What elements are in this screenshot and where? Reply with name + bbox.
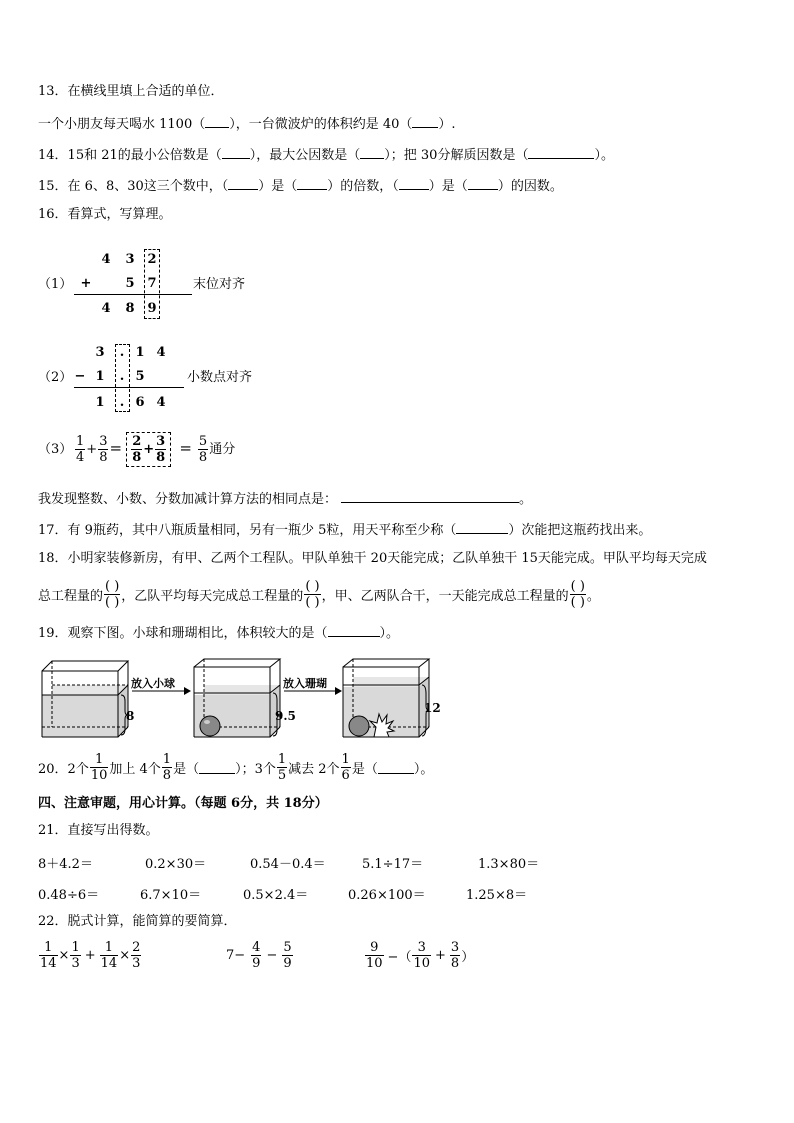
q16-p1-plus: + — [80, 276, 92, 291]
fraction: $\frac{1}{3}$ — [71, 940, 80, 971]
q16-p2-minus: − — [74, 369, 86, 384]
q22-expr-3 — [364, 940, 474, 971]
fraction: $\frac{1}{10}$ — [90, 752, 108, 783]
q20-blank-1[interactable] — [199, 761, 235, 774]
fraction: $\frac{5}{9}$ — [283, 940, 292, 971]
fraction: $\frac{3}{10}$ — [413, 940, 430, 971]
height-label-2: 9.5 — [275, 709, 296, 723]
fraction: $\frac{2}{8}$ — [132, 434, 142, 465]
q22-title: 22．脱式计算，能简算的要简算． — [38, 914, 237, 929]
fraction: $\frac{3}{8}$ — [450, 940, 460, 971]
q16-p2-digit: 3 — [95, 345, 105, 360]
q14-blank-3[interactable] — [528, 146, 594, 159]
q22-expr-2-lead: 7− — [226, 948, 246, 963]
q16-p2-digit: 6 — [135, 395, 145, 410]
q19-text: 19．观察下图。小球和珊瑚相比，体积较大的是（ — [38, 626, 328, 641]
fraction: $\frac{1}{5}$ — [277, 752, 287, 783]
q20-text-e: 减去 2个 — [288, 762, 340, 777]
q16-p1-dashed-box — [144, 249, 160, 319]
plus-sign: + — [86, 442, 98, 457]
q18-text-d: 。 — [586, 589, 600, 604]
q21-item: 0.26×100＝ — [348, 888, 426, 903]
q14-text-a: 14．15和 21的最小公倍数是（ — [38, 148, 222, 163]
fraction: $\frac{3}{8}$ — [99, 434, 108, 465]
fraction: $\frac{1}{8}$ — [162, 752, 172, 783]
q21-item: 1.25×8＝ — [466, 888, 528, 903]
fraction: $\frac{5}{8}$ — [198, 434, 208, 465]
times-sign: × — [119, 948, 131, 963]
fraction: $\frac{1}{6}$ — [341, 752, 350, 783]
times-sign: × — [58, 948, 70, 963]
q16-p2-digit: 5 — [135, 369, 145, 384]
q17-blank[interactable] — [456, 521, 508, 534]
q16-p1-digit: 9 — [147, 301, 157, 316]
container-1 — [42, 661, 128, 737]
q18-text-c: ，甲、乙两队合干，一天能完成总工程量的 — [321, 589, 569, 604]
q15-blank-4[interactable] — [468, 177, 498, 190]
q14-text-b: ），最大公因数是（ — [249, 148, 361, 163]
q16-p1-digit: 3 — [125, 252, 135, 267]
q16-summary-blank[interactable] — [341, 490, 519, 503]
q21-item: 5.1÷17＝ — [362, 857, 424, 872]
q16-p2-note: 小数点对齐 — [187, 370, 253, 385]
q13-title: 13．在横线里填上合适的单位． — [38, 84, 224, 99]
q14-blank-1[interactable] — [222, 146, 250, 159]
q16-p3-label: （3） — [38, 442, 73, 457]
q21-item: 0.5×2.4＝ — [243, 888, 309, 903]
q16-p2-label: （2） — [38, 370, 73, 385]
q18-text-b: ，乙队平均每天完成总工程量的 — [121, 589, 304, 604]
q21-item: 6.7×10＝ — [140, 888, 202, 903]
q15-blank-2[interactable] — [297, 177, 327, 190]
fraction: $\frac{1}{14}$ — [100, 940, 118, 971]
q16-p1-digit: 2 — [147, 252, 157, 267]
q19-end: ）。 — [379, 626, 400, 641]
equals-sign: = — [109, 439, 123, 457]
container-3 — [343, 659, 429, 737]
q16-summary — [38, 490, 532, 508]
plus-sign: + — [84, 948, 96, 963]
q15-blank-3[interactable] — [399, 177, 429, 190]
q18-answer-fraction-1[interactable]: $\frac{( )}{( )}$ — [105, 579, 120, 610]
minus-paren: −（ — [387, 950, 412, 965]
q21-item: 0.54－0.4＝ — [250, 857, 326, 872]
q18-line2 — [38, 579, 600, 610]
q15-blank-1[interactable] — [228, 177, 258, 190]
q18-answer-fraction-2[interactable]: $\frac{( )}{( )}$ — [305, 579, 320, 610]
minus-sign: − — [266, 948, 278, 963]
height-label-3: 12 — [424, 701, 441, 715]
fraction: $\frac{2}{3}$ — [132, 940, 141, 971]
fraction: $\frac{9}{10}$ — [366, 940, 383, 971]
q19-figure — [38, 655, 448, 743]
q13-blank-2[interactable] — [412, 115, 438, 128]
q17-line — [38, 521, 651, 539]
fraction: $\frac{1}{14}$ — [40, 940, 57, 971]
q15-text-c: ）的倍数，（ — [327, 179, 399, 194]
q13-text-a: 一个小朋友每天喝水 1100（ — [38, 117, 206, 132]
q14-line — [38, 146, 614, 164]
q16-p2-digit: . — [119, 369, 125, 384]
plus-sign: + — [435, 948, 446, 963]
q16-title: 16．看算式，写算理。 — [38, 207, 172, 222]
q20-text-d: ）；3个 — [235, 762, 276, 777]
q20-blank-2[interactable] — [378, 761, 414, 774]
arrow-label-2: 放入珊瑚 — [283, 677, 327, 690]
q16-p2-digit: 4 — [156, 345, 166, 360]
equals-sign: = — [179, 439, 192, 457]
q16-p1-digit: 4 — [101, 301, 111, 316]
q21-item: 8＋4.2＝ — [38, 857, 93, 872]
plus-sign: + — [143, 442, 155, 457]
q16-p2-digit: 1 — [135, 345, 145, 360]
q22-expr-1 — [38, 940, 142, 971]
q16-p1-digit: 7 — [147, 276, 157, 291]
q16-p2-digit: . — [119, 395, 125, 410]
q19-blank[interactable] — [328, 624, 380, 637]
q16-summary-text: 我发现整数、小数、分数加减计算方法的相同点是： — [38, 492, 338, 507]
q13-text-c: ）. — [438, 117, 456, 132]
q13-text-b: ），一台微波炉的体积约是 40（ — [229, 117, 413, 132]
q16-p2-digit: 1 — [95, 395, 105, 410]
q18-text-a: 总工程量的 — [38, 589, 104, 604]
q17-text-b: ）次能把这瓶药找出来。 — [508, 523, 652, 538]
q13-line — [38, 115, 456, 133]
q20-text-g: ）。 — [413, 762, 434, 777]
q16-p2-digit: . — [119, 345, 125, 360]
q13-blank-1[interactable] — [205, 115, 229, 128]
q21-item: 1.3×80＝ — [478, 857, 540, 872]
q20-text-a: 20．2个 — [38, 762, 89, 777]
q16-p2-digit: 1 — [95, 369, 105, 384]
q15-text-d: ）是（ — [428, 179, 468, 194]
section-4-heading: 四、注意审题，用心计算。（每题 6分，共 18分） — [38, 796, 328, 811]
q22-expr-2 — [226, 940, 294, 971]
q15-text-a: 15．在 6、8、30这三个数中，（ — [38, 179, 229, 194]
q16-p1-digit: 8 — [125, 301, 135, 316]
q21-item: 0.48÷6＝ — [38, 888, 100, 903]
q20-text-f: 是（ — [351, 762, 378, 777]
q15-text-b: ）是（ — [258, 179, 298, 194]
arrow-label-1: 放入小球 — [131, 677, 175, 690]
fraction: $\frac{4}{9}$ — [252, 940, 261, 971]
q18-answer-fraction-3[interactable]: $\frac{( )}{( )}$ — [570, 579, 585, 610]
q16-summary-end: 。 — [519, 492, 533, 507]
q15-text-e: ）的因数。 — [497, 179, 563, 194]
q20-line — [38, 752, 433, 783]
container-2 — [194, 659, 280, 737]
height-label-1: 8 — [126, 709, 135, 723]
q19-line — [38, 624, 399, 642]
q21-title: 21．直接写出得数。 — [38, 823, 159, 838]
q14-blank-2[interactable] — [360, 146, 384, 159]
q21-item: 0.2×30＝ — [145, 857, 207, 872]
fraction: $\frac{1}{4}$ — [76, 434, 85, 465]
q16-p1-rule — [74, 294, 192, 295]
q14-text-c: ）；把 30分解质因数是（ — [384, 148, 529, 163]
q16-p2-digit: 4 — [156, 395, 166, 410]
fraction: $\frac{3}{8}$ — [156, 434, 166, 465]
q14-text-d: ）。 — [594, 148, 614, 163]
q16-p3-note: 通分 — [209, 442, 236, 457]
q16-p3-expression — [74, 432, 235, 467]
q15-line — [38, 177, 563, 195]
q20-text-c: 是（ — [173, 762, 200, 777]
q17-text-a: 17．有 9瓶药，其中八瓶质量相同，另有一瓶少 5粒，用天平称至少称（ — [38, 523, 457, 538]
q16-p1-label: （1） — [38, 277, 73, 292]
q18-line1: 18．小明家装修新房，有甲、乙两个工程队。甲队单独干 20天能完成；乙队单独干 15天能完成。甲队平均每天完成 — [38, 551, 707, 566]
q16-p1-note: 末位对齐 — [193, 277, 246, 292]
q20-text-b: 加上 4个 — [109, 762, 161, 777]
close-paren: ） — [461, 950, 475, 965]
q16-p1-digit: 4 — [101, 252, 111, 267]
q16-p2-dashed-box — [115, 344, 130, 412]
q16-p1-digit: 5 — [125, 276, 135, 291]
q16-p3-dashed-box — [126, 432, 171, 467]
